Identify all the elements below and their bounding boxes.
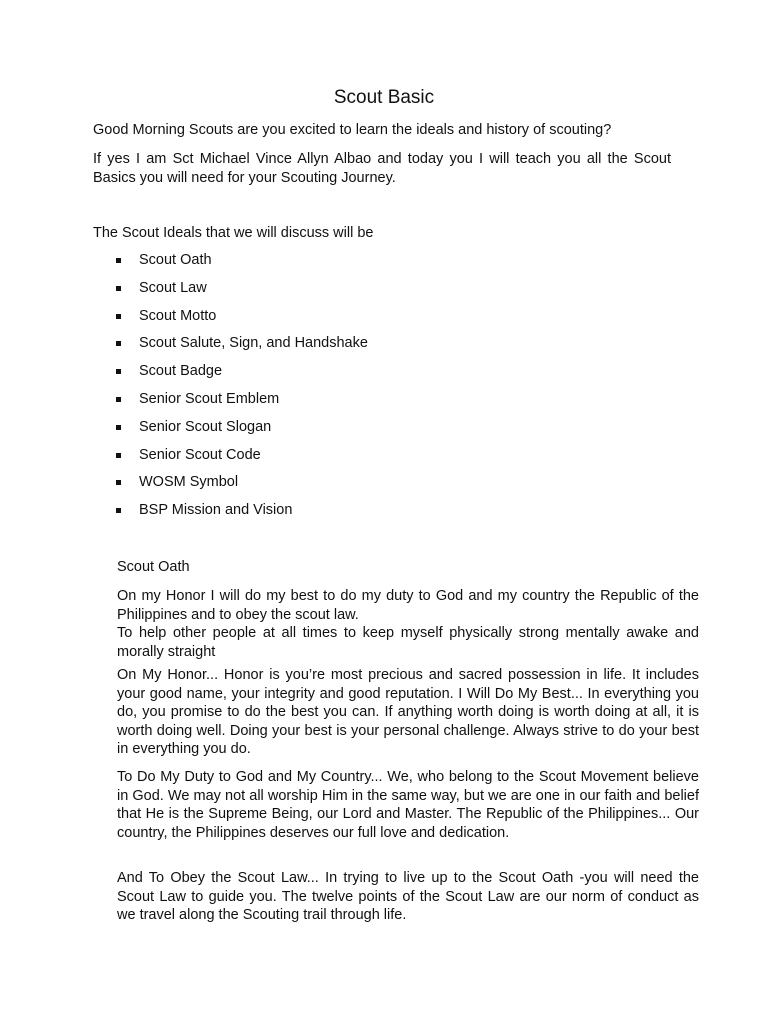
list-item: Scout Salute, Sign, and Handshake <box>116 333 368 361</box>
oath-paragraph <box>117 587 699 661</box>
list-item: Senior Scout Code <box>116 445 368 473</box>
duty-paragraph: To Do My Duty to God and My Country... We, who belong to the Scout Movement believe in God. We may not all worship Him in the same way, but we are one in our faith and belief that He is the Supreme Being, our Lord and Master. The Republic of the Philippines... Our country, the Philippines deserves our full love and dedication. <box>117 769 699 841</box>
document-title: Scout Basic <box>333 87 435 108</box>
list-item: Senior Scout Slogan <box>116 417 368 445</box>
law-paragraph: And To Obey the Scout Law... In trying to live up to the Scout Oath -you will need the Scout Law to guide you. The twelve points of the Scout Law are our norm of conduct as we travel along the Scouting trail through life. <box>117 870 699 923</box>
list-item: Senior Scout Emblem <box>116 389 368 417</box>
list-item: Scout Oath <box>116 250 368 278</box>
greeting-paragraph: Good Morning Scouts are you excited to learn the ideals and history of scouting? <box>93 122 612 138</box>
list-item: BSP Mission and Vision <box>116 500 368 528</box>
list-item: WOSM Symbol <box>116 472 368 500</box>
list-item: Scout Law <box>116 278 368 306</box>
ideals-list <box>116 250 368 528</box>
oath-heading: Scout Oath <box>117 559 190 575</box>
intro-paragraph: If yes I am Sct Michael Vince Allyn Albao and today you I will teach you all the Scout Basics you will need for your Scouting Journey. <box>93 151 671 186</box>
list-item: Scout Motto <box>116 306 368 334</box>
oath-text-1: On my Honor I will do my best to do my duty to God and my country the Republic of the Philippines and to obey the scout law. <box>117 588 699 623</box>
honor-paragraph: On My Honor... Honor is you’re most precious and sacred possession in life. It includes your good name, your integrity and good reputation. I Will Do My Best... In everything you do, you promise to do the best you can. If anything worth doing is worth doing at all, it is worth doing well. Doing your best is your personal challenge. Always strive to do your best in everything you do. <box>117 667 699 757</box>
list-item: Scout Badge <box>116 361 368 389</box>
oath-text-2: To help other people at all times to keep myself physically strong mentally awake and morally straight <box>117 625 699 660</box>
ideals-lead: The Scout Ideals that we will discuss will be <box>93 225 374 241</box>
